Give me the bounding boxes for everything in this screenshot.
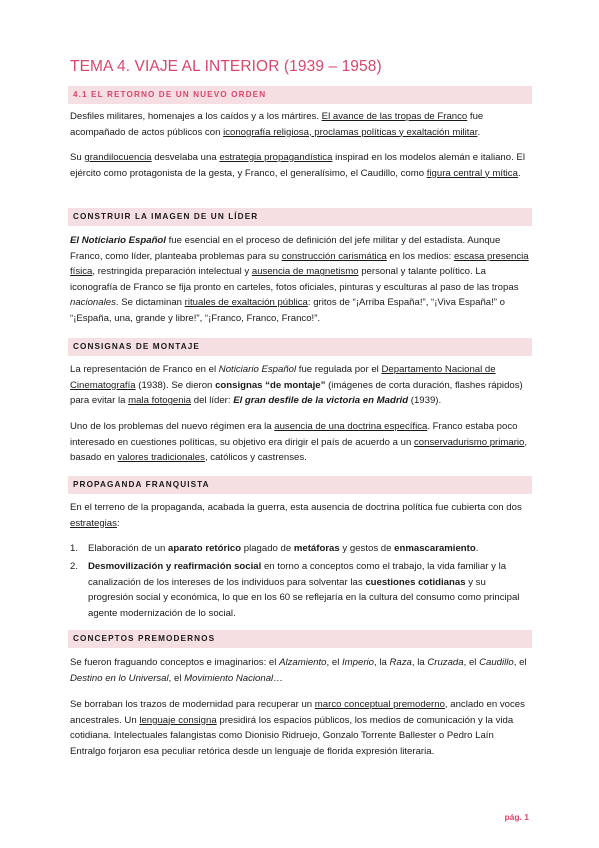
bold-text: metáforas xyxy=(293,543,340,554)
bold-text: cuestiones cotidianas xyxy=(365,576,466,588)
bold-italic-text: El gran desfile de la victoria en Madrid xyxy=(233,395,409,407)
section-heading-band xyxy=(68,338,532,356)
underlined-text: construcción carismática xyxy=(281,250,387,262)
underlined-text: marco conceptual premoderno xyxy=(314,699,445,710)
italic-text: Alzamiento xyxy=(279,657,327,668)
paragraph xyxy=(70,697,530,759)
text: presidirá los espacios públicos, los medios de comunicación y la vida cotidiana. Intelectuales falangistas como Dionisio Ridruejo, Gonzalo Torrente Ballester o Pedro Laín Entralgo forjaron esa peculiar retórica desde un lenguaje de florida expresión literaria. xyxy=(70,714,514,757)
underlined-text: El avance de las tropas de Franco xyxy=(321,111,468,122)
section-heading-band xyxy=(68,86,532,104)
underlined-text: escasa presencia física xyxy=(70,250,529,278)
text: (1939). xyxy=(408,395,442,407)
underlined-text: rituales de exaltación pública xyxy=(184,297,308,309)
text: , basado en xyxy=(70,436,528,464)
bold-italic-text: El Noticiario Español xyxy=(70,235,166,246)
underlined-text: mala fotogenia xyxy=(128,395,192,407)
text: y su progresión social y económica, lo que en los 60 se reflejaría en la cultura del consumo como principal agente modernización de lo social. xyxy=(88,576,520,619)
text: (1938). Se dieron xyxy=(135,379,216,391)
text: , el xyxy=(513,657,527,668)
bold-text: aparato retórico xyxy=(168,543,242,554)
text: fue regulada por el xyxy=(296,364,382,375)
underlined-text: ausencia de una doctrina específica xyxy=(274,421,428,432)
text: plagado de xyxy=(241,543,294,554)
italic-text: Cruzada xyxy=(427,657,464,668)
list-number: 2. xyxy=(70,561,79,572)
list-item-text xyxy=(88,559,530,621)
text: del líder: xyxy=(191,395,234,407)
paragraph xyxy=(70,233,530,327)
bold-text: enmascaramiento xyxy=(394,543,476,554)
text: (imágenes de corta duración, flashes rápidos) para evitar la xyxy=(70,379,523,407)
section-heading: CONSTRUIR LA IMAGEN DE UN LÍDER xyxy=(73,212,259,221)
paragraph xyxy=(70,500,530,531)
text: La representación de Franco en el xyxy=(70,364,219,375)
text: , anclado en voces ancestrales. Un xyxy=(70,699,525,726)
italic-text: Destino en lo Universal xyxy=(70,672,169,684)
section-heading: 4.1 EL RETORNO DE UN NUEVO ORDEN xyxy=(73,90,267,99)
italic-text: Noticiario Español xyxy=(218,364,297,375)
section-heading-band xyxy=(68,476,532,494)
text: . Se dictaminan xyxy=(115,297,185,309)
underlined-text: iconografía religiosa, proclamas políticas y exaltación militar xyxy=(223,126,478,138)
text: , el xyxy=(326,657,342,668)
text: . xyxy=(477,126,481,138)
text: Desfiles militares, homenajes a los caídos y a los mártires. xyxy=(70,111,322,122)
text: , la xyxy=(374,657,390,668)
document-title: TEMA 4. VIAJE AL INTERIOR (1939 – 1958) xyxy=(70,58,382,75)
bold-text: consignas “de montaje” xyxy=(215,379,326,391)
underlined-text: Departamento Nacional de Cinematografía xyxy=(70,364,496,391)
underlined-text: conservadurismo primario xyxy=(413,436,525,448)
text: fue acompañado de actos públicos con xyxy=(70,111,484,138)
paragraph xyxy=(70,419,530,466)
underlined-text: valores tradicionales xyxy=(117,452,205,464)
text: personal y talante político. La iconografía de Franco se fija pronto en carteles, fotos oficiales, pinturas y esculturas al paso de las tropas xyxy=(70,266,519,293)
text: , católicos y castrenses. xyxy=(204,452,307,464)
text: . xyxy=(517,167,521,179)
text: Se borraban los trazos de modernidad para recuperar un xyxy=(70,699,315,710)
italic-text: Raza xyxy=(389,657,412,668)
text: fue esencial en el proceso de definición del jefe militar y del estadista. Aunque Franco, como líder, planteaba problemas para su xyxy=(70,235,501,262)
text: en torno a conceptos como el trabajo, la vida familiar y la canalización de los intereses de los individuos para solventar las xyxy=(88,561,507,588)
italic-text: Caudillo xyxy=(479,657,514,668)
text: , restringida preparación intelectual y xyxy=(92,266,252,278)
page-number: pág. 1 xyxy=(504,812,529,822)
text: . Franco estaba poco interesado en cuestiones políticas, su objetivo era dirigir el país de acuerdo a un xyxy=(70,421,518,448)
section-heading: PROPAGANDA FRANQUISTA xyxy=(73,480,210,489)
text: , el xyxy=(168,672,185,684)
text: y gestos de xyxy=(339,543,395,554)
underlined-text: lenguaje consigna xyxy=(139,714,217,726)
text: Su xyxy=(70,152,85,163)
text: : xyxy=(116,517,120,529)
text: … xyxy=(273,672,283,684)
paragraph xyxy=(70,362,530,409)
section-heading: CONSIGNAS DE MONTAJE xyxy=(73,342,200,351)
underlined-text: figura central y mítica xyxy=(426,167,518,179)
underlined-text: estrategia propagandística xyxy=(219,152,333,163)
list-number: 1. xyxy=(70,543,79,554)
section-heading-band xyxy=(68,630,532,648)
text: : gritos de “¡Arriba España!”, “¡Viva España!” o “¡España, una, grande y libre!”, “¡Franco, Franco, Franco!”. xyxy=(70,297,505,324)
text: en los medios: xyxy=(386,250,454,262)
italic-text: Imperio xyxy=(342,657,374,668)
text: desvelaba una xyxy=(151,152,220,163)
underlined-text: estrategias xyxy=(70,517,117,529)
paragraph xyxy=(70,150,530,181)
section-heading-band xyxy=(68,208,532,226)
text: En el terreno de la propaganda, acabada la guerra, esta ausencia de doctrina política fue cubierta con dos xyxy=(70,502,522,513)
text: . xyxy=(475,543,479,554)
text: Se fueron fraguando conceptos e imaginarios: el xyxy=(70,657,280,668)
text: inspirad en los modelos alemán e italiano. El ejército como protagonista de la gesta, y Franco, el generalísimo, el Caudillo, como xyxy=(70,152,525,179)
section-heading: CONCEPTOS PREMODERNOS xyxy=(73,634,216,643)
italic-text: nacionales xyxy=(70,297,116,309)
paragraph xyxy=(70,109,530,140)
bold-text: Desmovilización y reafirmación social xyxy=(88,561,262,572)
underlined-text: ausencia de magnetismo xyxy=(251,266,359,278)
paragraph xyxy=(70,655,530,686)
text: Elaboración de un xyxy=(88,543,169,554)
list-item-text xyxy=(88,541,530,557)
text: , la xyxy=(411,657,428,668)
text: Uno de los problemas del nuevo régimen era la xyxy=(70,421,275,432)
text: , el xyxy=(463,657,480,668)
underlined-text: grandilocuencia xyxy=(84,152,152,163)
italic-text: Movimiento Nacional xyxy=(184,672,274,684)
